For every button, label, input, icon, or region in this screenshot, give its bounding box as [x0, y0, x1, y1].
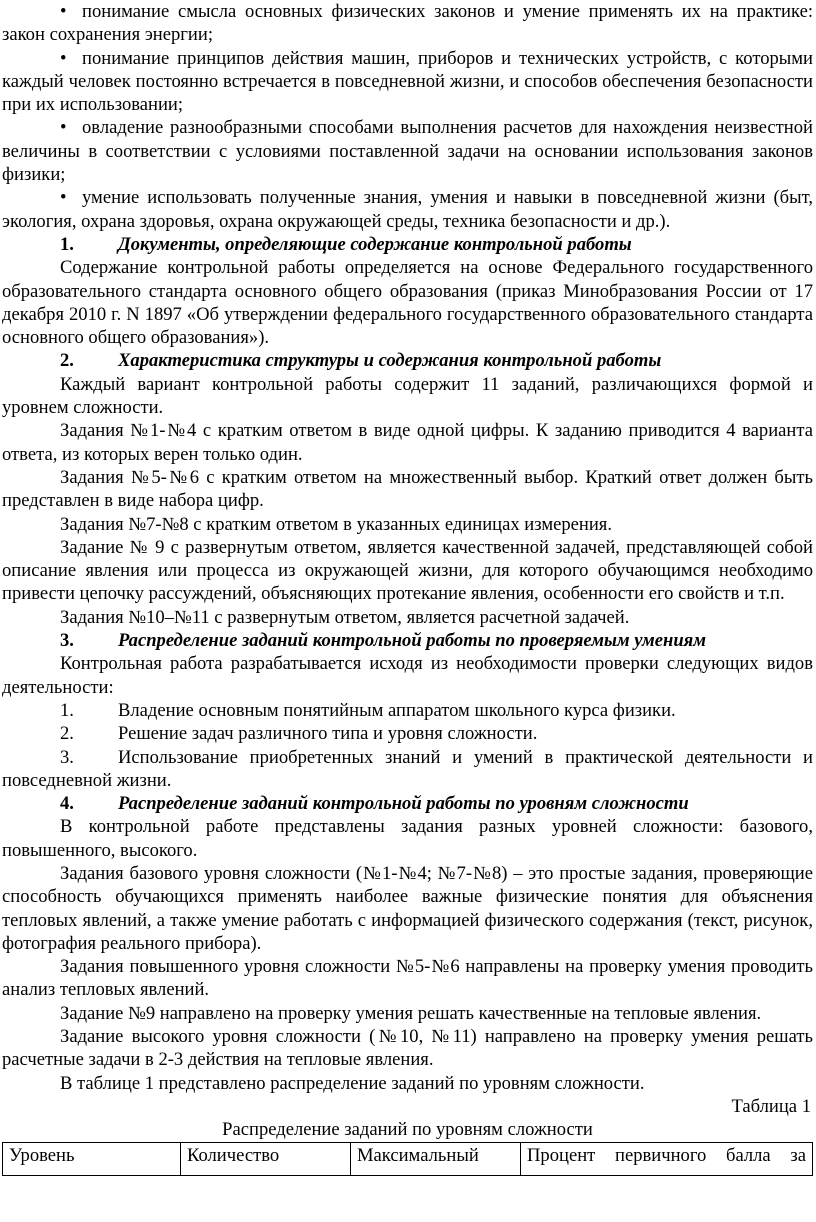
- item-number: 1.: [60, 699, 74, 721]
- table-label: Таблица 1: [731, 1095, 811, 1117]
- section-title: Документы, определяющие содержание контрольной работы: [118, 233, 632, 255]
- paragraph: Задание №9 направлено на проверку умения решать качественные на тепловые явления.: [60, 1002, 762, 1024]
- bullet-text: умение использовать полученные знания, умения и навыки в повседневной жизни (быт, экология, охрана здоровья, охрана окружающей среды, техника безопасности и др.).: [2, 187, 813, 232]
- table-header-cell: Уровень: [3, 1142, 181, 1175]
- table-header-cell: Количество: [181, 1142, 351, 1175]
- paragraph: Задания базового уровня сложности (№1-№4; №7-№8) – это простые задания, проверяющие способность обучающихся применять наиболее важные физические понятия для объяснения тепловых явлений, а также умение работать с информацией физического содержания (текст, рисунок, фотография реального прибора).: [2, 862, 813, 954]
- section-heading: [2, 629, 813, 652]
- paragraph: Содержание контрольной работы определяется на основе Федерального государственного образовательного стандарта основного общего образования (приказ Минобразования России от 17 декабря 2010 г. N 1897 «Об утверждении федерального государственного образовательного стандарта основного общего образования»).: [2, 257, 813, 349]
- paragraph: Задание высокого уровня сложности (№10, №11) направлено на проверку умения решать расчетные задачи в 2-3 действия на тепловые явления.: [2, 1026, 813, 1071]
- item-text: Решение задач различного типа и уровня сложности.: [118, 723, 538, 745]
- bullet-item: [2, 186, 813, 233]
- levels-table: [2, 1142, 813, 1176]
- paragraph: Задания №10–№11 с развернутым ответом, является расчетной задачей.: [60, 606, 630, 628]
- bullet-text: овладение разнообразными способами выполнения расчетов для нахождения неизвестной величины в соответствии с условиями поставленной задачи на основании использования законов физики;: [2, 117, 813, 186]
- table-header-cell: Максимальный: [351, 1142, 521, 1175]
- bullet-text: понимание смысла основных физических законов и умение применять их на практике: закон сохранения энергии;: [2, 1, 813, 46]
- section-number: 4.: [60, 793, 74, 815]
- section-number: 1.: [60, 233, 74, 255]
- section-number: 2.: [60, 350, 74, 372]
- item-text: Владение основным понятийным аппаратом школьного курса физики.: [118, 699, 676, 721]
- bullet-symbol: •: [60, 187, 67, 209]
- numbered-item: [2, 722, 813, 745]
- numbered-item: [2, 746, 813, 793]
- section-heading: [2, 349, 813, 372]
- bullet-item: [2, 47, 813, 117]
- paragraph: В контрольной работе представлены задания разных уровней сложности: базового, повышенного, высокого.: [2, 816, 813, 861]
- section-title: Распределение заданий контрольной работы по проверяемым умениям: [118, 630, 706, 652]
- paragraph: Контрольная работа разрабатывается исходя из необходимости проверки следующих видов деятельности:: [2, 653, 813, 698]
- table-header-cell: Процент первичного балла за: [521, 1142, 813, 1175]
- paragraph: В таблице 1 представлено распределение заданий по уровням сложности.: [60, 1072, 645, 1094]
- bullet-symbol: •: [60, 1, 67, 22]
- item-number: 2.: [60, 723, 74, 745]
- bullet-item: [2, 0, 813, 47]
- document-page: [2, 0, 813, 1176]
- item-number: 3.: [60, 746, 74, 768]
- paragraph: Задания №7-№8 с кратким ответом в указанных единицах измерения.: [60, 513, 613, 535]
- bullet-symbol: •: [60, 117, 67, 139]
- table-header-row: [3, 1142, 813, 1175]
- paragraph: Задания повышенного уровня сложности №5-№6 направлены на проверку умения проводить анализ тепловых явлений.: [2, 956, 813, 1001]
- numbered-item: [2, 699, 813, 722]
- section-title: Характеристика структуры и содержания контрольной работы: [118, 350, 662, 372]
- bullet-text: понимание принципов действия машин, приборов и технических устройств, с которыми каждый человек постоянно встречается в повседневной жизни, и способов обеспечения безопасности при их использовании;: [2, 47, 813, 116]
- paragraph: Каждый вариант контрольной работы содержит 11 заданий, различающихся формой и уровнем сложности.: [2, 373, 813, 419]
- section-heading: [2, 792, 813, 815]
- section-title: Распределение заданий контрольной работы по уровням сложности: [118, 793, 689, 815]
- section-heading: [2, 233, 813, 256]
- item-text: Использование приобретенных знаний и умений в практической деятельности и повседневной жизни.: [2, 746, 813, 791]
- bullet-item: [2, 116, 813, 186]
- paragraph: Задания №1-№4 с кратким ответом в виде одной цифры. К заданию приводится 4 варианта ответа, из которых верен только один.: [2, 420, 813, 465]
- section-number: 3.: [60, 630, 74, 652]
- bullet-symbol: •: [60, 47, 67, 69]
- table-title: Распределение заданий по уровням сложности: [222, 1119, 593, 1141]
- paragraph: Задание № 9 с развернутым ответом, является качественной задачей, представляющей собой описание явления или процесса из окружающей жизни, для которого обучающимся необходимо привести цепочку рассуждений, объясняющих протекание явления, особенности его свойств и т.п.: [2, 536, 813, 605]
- paragraph: Задания №5-№6 с кратким ответом на множественный выбор. Краткий ответ должен быть представлен в виде набора цифр.: [2, 466, 813, 512]
